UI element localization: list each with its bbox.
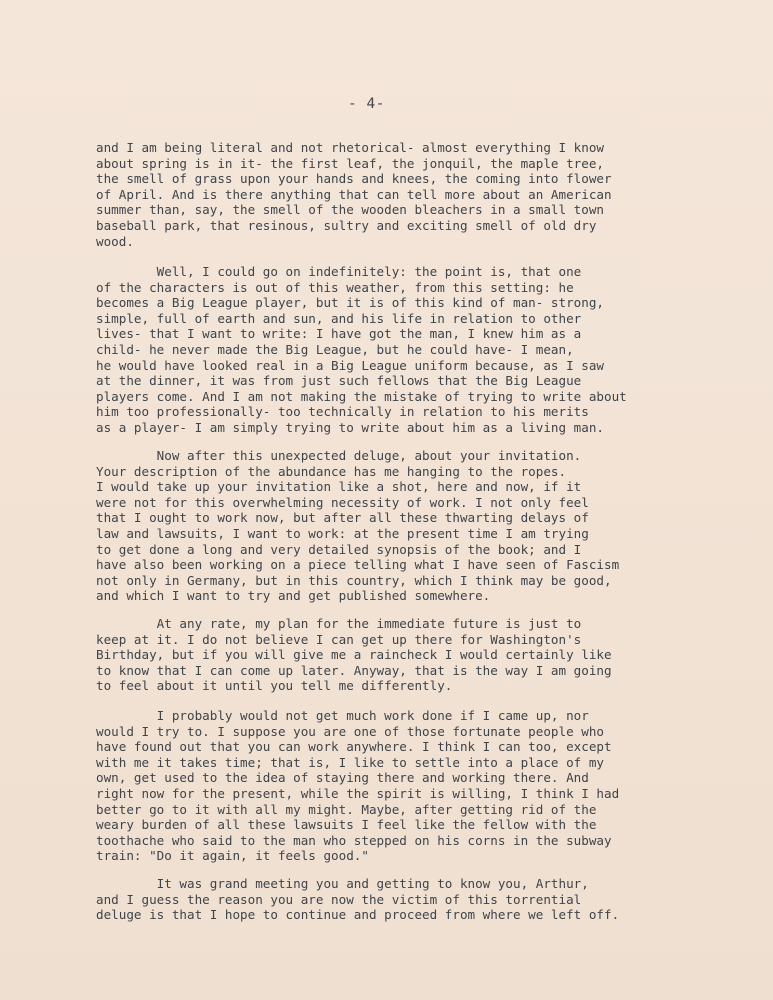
text-line: better go to it with all my might. Maybe, after getting rid of the xyxy=(96,801,597,817)
text-line: were not for this overwhelming necessity of work. I not only feel xyxy=(96,494,589,510)
text-line: not only in Germany, but in this country, which I think may be good, xyxy=(96,572,612,588)
paragraph-4 xyxy=(96,616,612,694)
text-line: Your description of the abundance has me hanging to the ropes. xyxy=(96,463,567,479)
text-line: own, get used to the idea of staying there and working there. And xyxy=(96,770,589,786)
text-line: of the characters is out of this weather, from this setting: he xyxy=(96,279,574,295)
text-line: and which I want to try and get published somewhere. xyxy=(96,588,491,604)
paragraph-2 xyxy=(96,264,627,436)
text-line: weary burden of all these lawsuits I feel like the fellow with the xyxy=(96,817,597,833)
text-line: of April. And is there anything that can tell more about an American xyxy=(96,186,612,202)
text-line: deluge is that I hope to continue and proceed from where we left off. xyxy=(96,907,620,923)
text-line: as a player- I am simply trying to write about him as a living man. xyxy=(96,419,604,435)
text-line: players come. And I am not making the mistake of trying to write about xyxy=(96,388,627,404)
text-line: at the dinner, it was from just such fellows that the Big League xyxy=(96,373,582,389)
text-line: he would have looked real in a Big League uniform because, as I saw xyxy=(96,357,604,373)
text-line: lives- that I want to write: I have got the man, I knew him as a xyxy=(96,326,582,342)
text-line: him too professionally- too technically in relation to his merits xyxy=(96,404,589,420)
text-line: about spring is in it- the first leaf, the jonquil, the maple tree, xyxy=(96,155,604,171)
text-line: Now after this unexpected deluge, about your invitation. xyxy=(96,448,582,463)
paragraph-6 xyxy=(96,876,619,923)
text-line: summer than, say, the smell of the wooden bleachers in a small town xyxy=(96,202,604,218)
text-line: keep at it. I do not believe I can get up there for Washington's xyxy=(96,631,582,647)
text-line: and I am being literal and not rhetorical- almost everything I know xyxy=(96,140,604,155)
paragraph-1 xyxy=(96,140,612,249)
text-line: I probably would not get much work done if I came up, nor xyxy=(96,708,589,723)
text-line: wood. xyxy=(96,233,134,249)
text-line: with me it takes time; that is, I like to settle into a place of my xyxy=(96,754,604,770)
text-line: and I guess the reason you are now the victim of this torrential xyxy=(96,891,582,907)
text-line: becomes a Big League player, but it is of this kind of man- strong, xyxy=(96,295,604,311)
text-line: to know that I can come up later. Anyway, that is the way I am going xyxy=(96,662,612,678)
text-line: that I ought to work now, but after all these thwarting delays of xyxy=(96,510,589,526)
page-number: - 4- xyxy=(348,96,385,112)
text-line: have found out that you can work anywhere. I think I can too, except xyxy=(96,739,612,755)
text-line: law and lawsuits, I want to work: at the present time I am trying xyxy=(96,525,589,541)
text-line: simple, full of earth and sun, and his life in relation to other xyxy=(96,310,582,326)
text-line: child- he never made the Big League, but he could have- I mean, xyxy=(96,341,574,357)
text-line: baseball park, that resinous, sultry and exciting smell of old dry xyxy=(96,217,597,233)
text-line: to feel about it until you tell me differently. xyxy=(96,678,453,694)
text-line: to get done a long and very detailed synopsis of the book; and I xyxy=(96,541,582,557)
text-line: would I try to. I suppose you are one of those fortunate people who xyxy=(96,723,604,739)
text-line: train: "Do it again, it feels good." xyxy=(96,848,369,864)
text-line: the smell of grass upon your hands and knees, the coming into flower xyxy=(96,171,612,187)
text-line: have also been working on a piece telling what I have seen of Fascism xyxy=(96,557,620,573)
text-line: Birthday, but if you will give me a raincheck I would certainly like xyxy=(96,647,612,663)
text-line: I would take up your invitation like a shot, here and now, if it xyxy=(96,479,582,495)
paragraph-5 xyxy=(96,708,619,864)
text-line: At any rate, my plan for the immediate future is just to xyxy=(96,616,582,631)
text-line: right now for the present, while the spirit is willing, I think I had xyxy=(96,785,620,801)
text-line: It was grand meeting you and getting to know you, Arthur, xyxy=(96,876,589,891)
text-line: Well, I could go on indefinitely: the point is, that one xyxy=(96,264,582,279)
text-line: toothache who said to the man who stepped on his corns in the subway xyxy=(96,832,612,848)
paragraph-3 xyxy=(96,448,619,604)
